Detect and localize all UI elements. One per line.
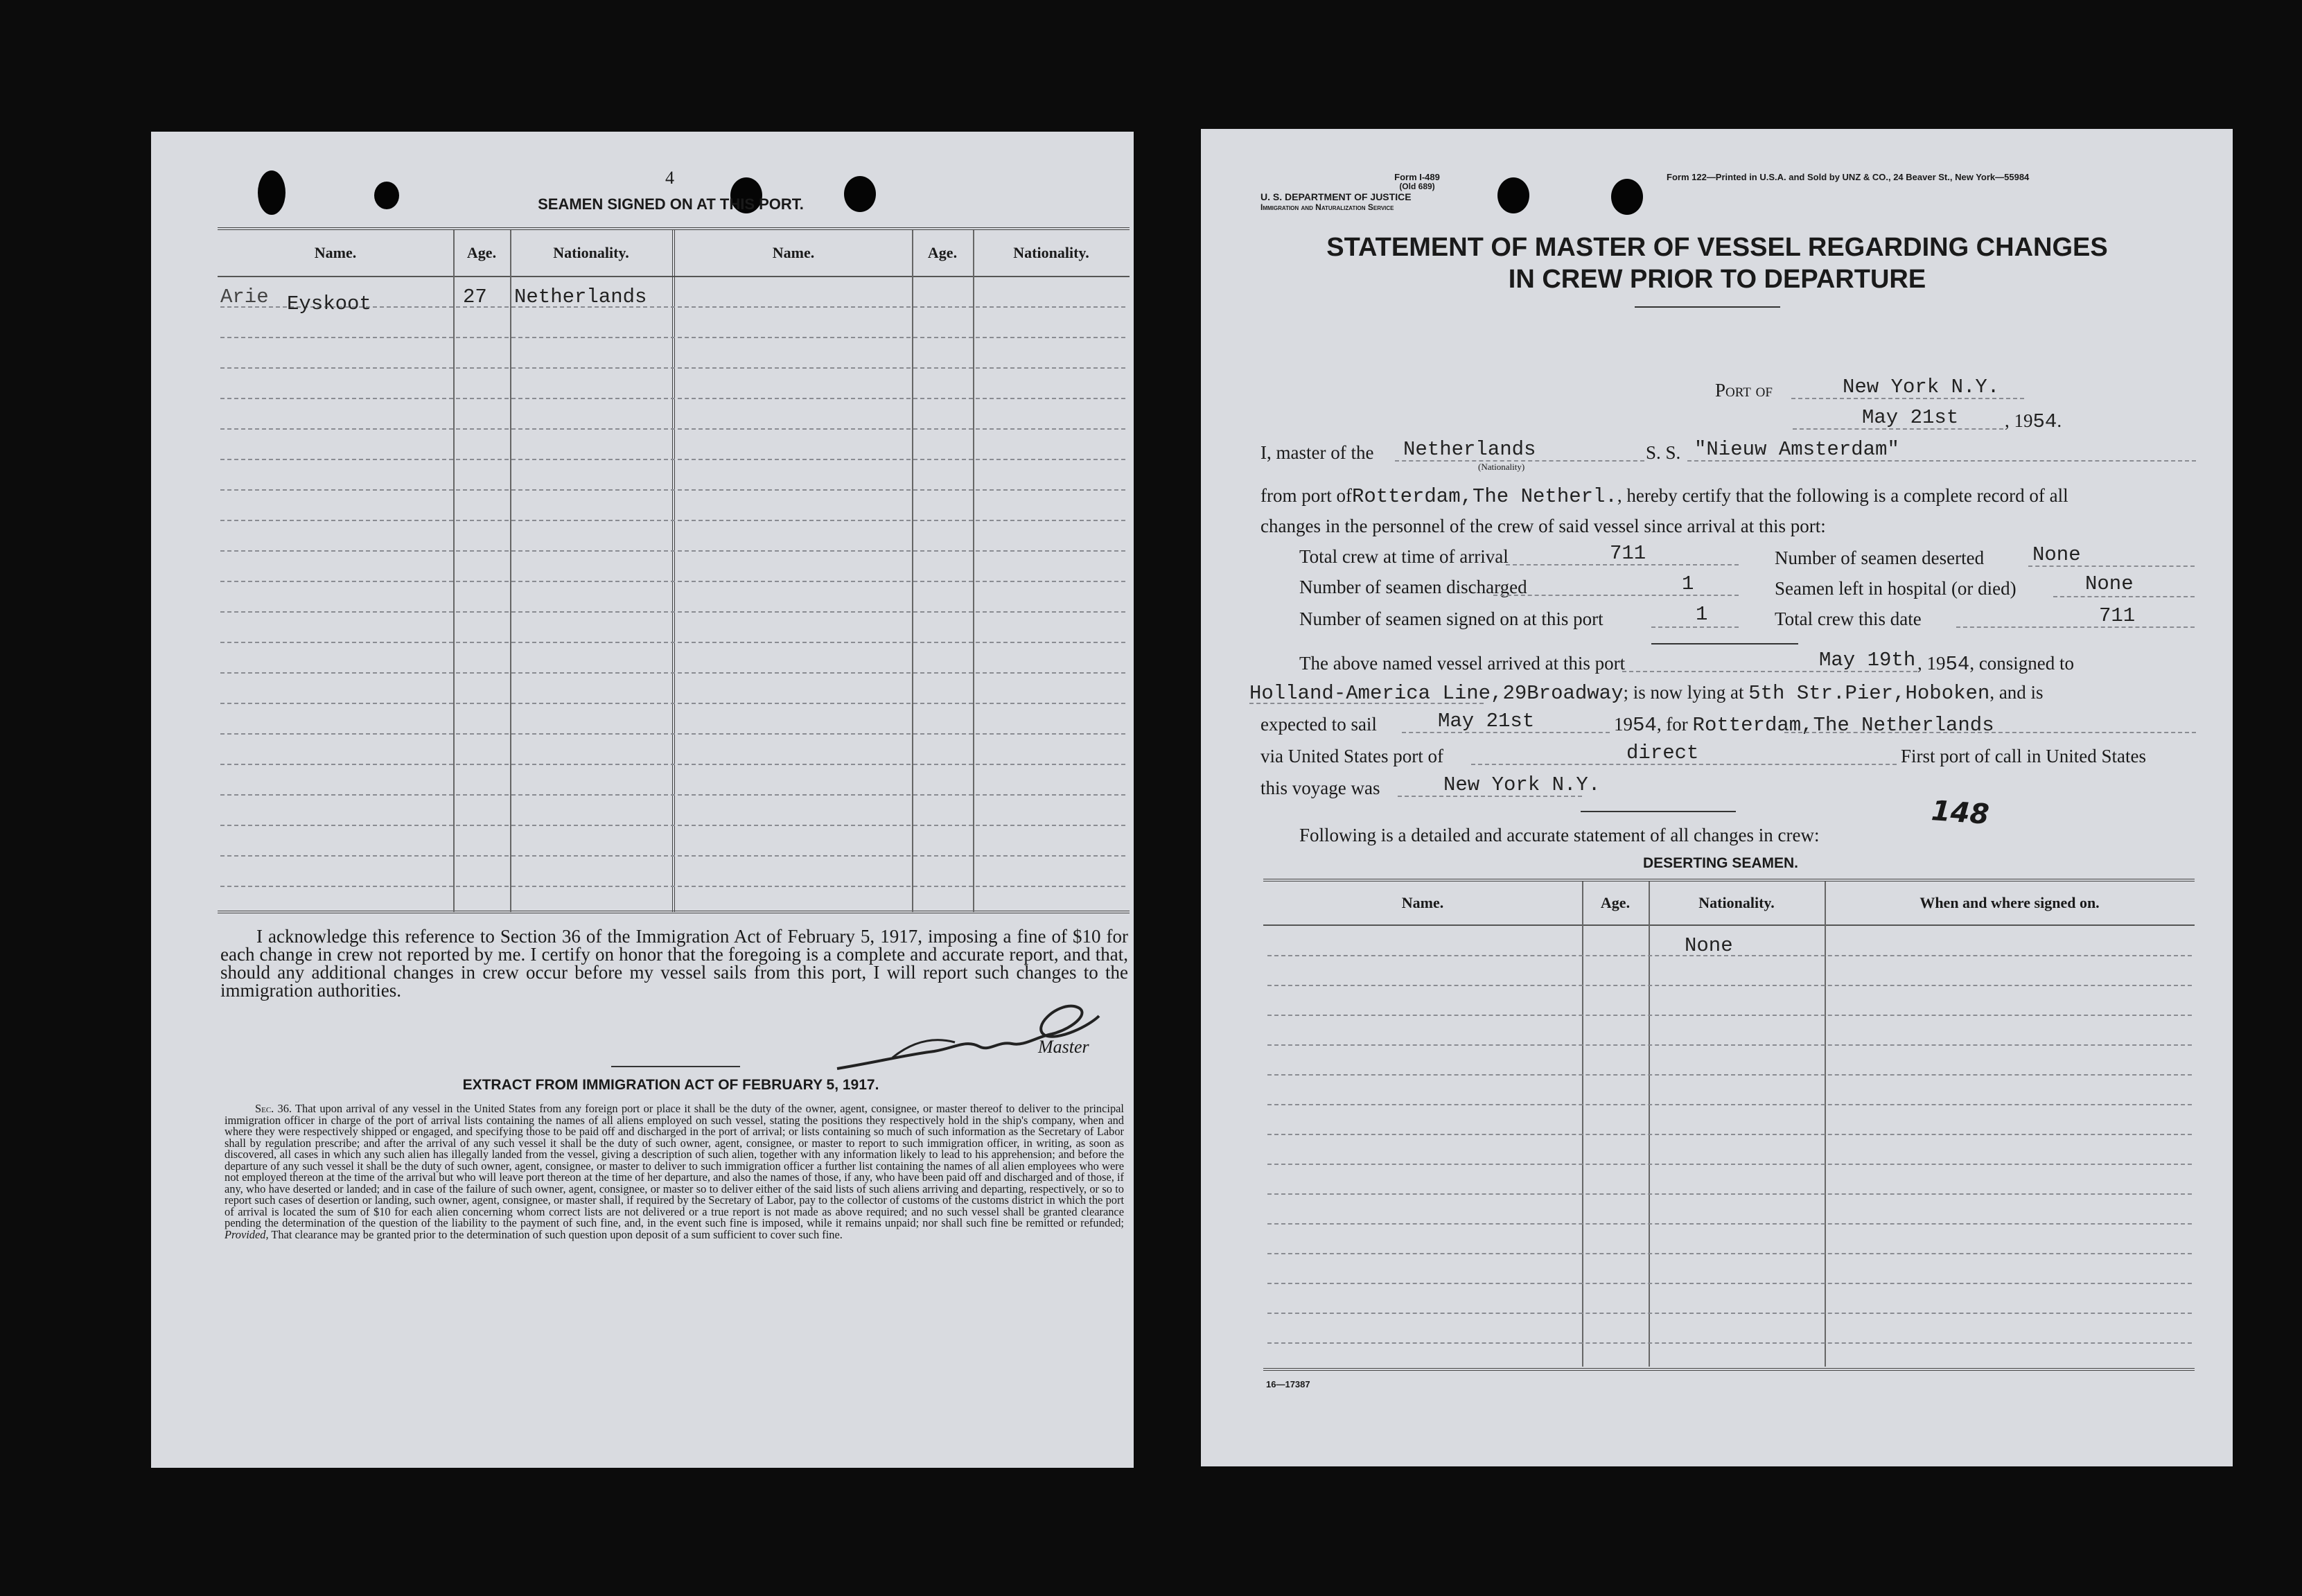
via-label: via United States port of	[1260, 746, 1443, 766]
seaman-last-name: Eyskoot	[287, 292, 371, 315]
department: U. S. DEPARTMENT OF JUSTICE	[1260, 191, 1412, 202]
nationality-caption: (Nationality)	[1478, 462, 1525, 472]
voyage-value: New York N.Y.	[1443, 773, 1601, 796]
from-port-label: from port of	[1260, 485, 1352, 506]
col-divider	[672, 230, 675, 912]
desert-header-rule	[1263, 924, 2195, 926]
desert-header-name: Name.	[1401, 894, 1444, 911]
footer-code: 16—17387	[1266, 1379, 1310, 1389]
signed-on-value: 1	[1696, 603, 1708, 626]
year-value: 54	[2032, 410, 2057, 433]
total-crew-arrival-label: Total crew at time of arrival	[1299, 546, 1509, 567]
table-row	[220, 428, 1125, 430]
right-page	[1201, 129, 2233, 1466]
consigned-label: , consigned to	[1969, 653, 2075, 674]
desert-row	[1267, 1313, 2192, 1314]
col-header-nationality-2: Nationality.	[1013, 244, 1089, 261]
hospital-fill	[2053, 596, 2195, 597]
desert-row	[1267, 985, 2192, 986]
page-number: 4	[665, 168, 674, 188]
certify-text: , hereby certify that the following is a complete record of all	[1617, 485, 2068, 506]
table-row	[220, 337, 1125, 338]
form-title-line1: STATEMENT OF MASTER OF VESSEL REGARDING CHANGES	[1326, 233, 2108, 262]
title-rule	[1635, 306, 1780, 308]
extract-text	[225, 1103, 1124, 1240]
desert-row	[1267, 1044, 2192, 1046]
desert-row	[1267, 1164, 2192, 1165]
desert-header-nationality: Nationality.	[1698, 894, 1775, 911]
table-row	[220, 886, 1125, 887]
discharged-label: Number of seamen discharged	[1299, 577, 1527, 597]
col-divider	[973, 230, 974, 912]
port-value: New York N.Y.	[1843, 376, 2000, 398]
extract-end: That clearance may be granted prior to the determination of such question upon deposit of a sum sufficient to cover such fine.	[271, 1227, 843, 1241]
col-divider	[510, 230, 511, 912]
desert-col-divider	[1649, 882, 1650, 1367]
hospital-label: Seamen left in hospital (or died)	[1775, 578, 2017, 599]
table-row	[220, 642, 1125, 643]
desert-row	[1267, 1193, 2192, 1195]
form-title-line2: IN CREW PRIOR TO DEPARTURE	[1508, 265, 1926, 294]
desert-header-when-where: When and where signed on.	[1919, 894, 2100, 911]
form-number: Form I-489	[1394, 172, 1440, 182]
expected-value: May 21st	[1438, 710, 1535, 733]
expected-year-line	[1614, 714, 1994, 737]
signed-on-fill	[1651, 626, 1739, 628]
desert-row	[1267, 1342, 2192, 1344]
arrived-year-line: , 1954, consigned to	[1917, 653, 2075, 676]
total-crew-date-value: 711	[2099, 604, 2136, 627]
desert-top-rule	[1263, 879, 2195, 882]
extract-proviso: Provided,	[225, 1227, 269, 1241]
master-prefix: I, master of the	[1260, 442, 1374, 463]
voyage-label: this voyage was	[1260, 778, 1380, 798]
form-old: (Old 689)	[1399, 182, 1435, 191]
table-row	[220, 794, 1125, 796]
acknowledgement: I acknowledge this reference to Section 36 of the Immigration Act of February 5, 1917, imposing a fine of $10 for each change in crew not reported by me. I certify on honor that the foregoing is a complete and accurate report, and that, should any additional changes in crew occur before my vessel sails from this port, I will report such changes to the immigration authorities.	[220, 926, 1128, 1001]
stats-rule	[1651, 643, 1798, 644]
desert-row	[1267, 1283, 2192, 1284]
desert-col-divider	[1582, 882, 1583, 1367]
from-port-line	[1260, 485, 2068, 508]
table-row	[220, 459, 1125, 460]
punch-hole	[1611, 179, 1643, 215]
desert-value: None	[1685, 934, 1733, 957]
following-text: Following is a detailed and accurate statement of all changes in crew:	[1299, 825, 1820, 845]
table-row	[220, 825, 1125, 826]
table-row	[220, 367, 1125, 369]
table-row	[220, 764, 1125, 765]
left-page	[151, 132, 1134, 1468]
discharged-value: 1	[1682, 572, 1694, 595]
desert-row	[1267, 1223, 2192, 1225]
desert-row	[1267, 1134, 2192, 1135]
total-crew-date-label: Total crew this date	[1775, 608, 1922, 629]
punch-hole	[1497, 177, 1529, 213]
desert-header-age: Age.	[1600, 894, 1631, 911]
expected-label: expected to sail	[1260, 714, 1377, 735]
col-header-age-2: Age.	[927, 244, 958, 261]
signed-on-label: Number of seamen signed on at this port	[1299, 608, 1604, 629]
year-prefix: 19	[2014, 410, 2033, 431]
arrived-year: 54	[1945, 653, 1970, 676]
table-row	[220, 733, 1125, 735]
extract-body: That upon arrival of any vessel in the United States from any foreign port or place it shall be the duty of the owner, agent, consignee, or master thereof to deliver to the principal immigration officer in charge of the port of arrival lists containing the names of all aliens employed on such vessel, stating the positions they respectively hold in the ship's company, when and where they were respectively shipped or engaged, and specifying those to be paid off and discharged in the port of arrival; or lists containing so much of such information as the Secretary of Labor shall by regulation prescribe; and after the arrival of any such vessel it shall be the duty of such owner, agent, consignee, or master to report to such immigration officer, in writing, as soon as discovered, all cases in which any such alien has illegally landed from the vessel, giving a description of such alien, together with any information likely to lead to his apprehension; and before the departure of any such vessel it shall be the duty of such owner, agent, consignee, or master to deliver to such immigration officer a further list containing the names of all alien employees who were not employed thereon at the time of the arrival but who will leave port thereon at the time of her departure, and also the names of those, if any, who have been paid off and discharged and of those, if any, who have deserted or landed; and in case of the failure of such owner, agent, consignee, or master so to deliver either of the said lists of such aliens arriving and departing, respectively, or so to report such cases of desertion or landing, such owner, agent, consignee, or master shall, if required by the Secretary of Labor, pay to the collector of customs of the customs district in which the port of arrival is located the sum of $10 for each alien concerning whom correct lists are not delivered or a true report is not made as above required; and no such vessel shall be granted clearance pending the determination of the question of the liability to the payment of such fine, and, in the event such fine is imposed, while it remains unpaid; nor shall such fine be remitted or refunded;	[225, 1102, 1124, 1229]
signature-label: Master	[1038, 1037, 1089, 1057]
destination-value: Rotterdam,The Netherlands	[1692, 714, 1994, 737]
col-divider	[453, 230, 455, 912]
col-divider	[912, 230, 913, 912]
desert-row	[1267, 1074, 2192, 1076]
total-crew-date-fill	[1956, 626, 2195, 628]
date-year: , 1954.	[2005, 410, 2062, 433]
consignee-fill	[1249, 703, 1484, 704]
punch-hole	[258, 170, 285, 215]
seaman-nationality: Netherlands	[514, 286, 647, 308]
consignee-value: Holland-America Line,29Broadway	[1249, 682, 1624, 705]
seaman-age: 27	[463, 286, 487, 308]
and-is: , and is	[1989, 682, 2044, 703]
table-row	[220, 489, 1125, 491]
extract-section: Sec. 36.	[255, 1102, 292, 1115]
deserting-heading: DESERTING SEAMEN.	[1642, 855, 1799, 871]
table-row	[220, 550, 1125, 552]
table-row	[220, 703, 1125, 704]
table-row	[220, 855, 1125, 857]
hospital-value: None	[2085, 572, 2134, 595]
via-value: direct	[1626, 742, 1699, 764]
desert-row	[1267, 1253, 2192, 1254]
extract-rule	[611, 1066, 740, 1067]
first-port-label: First port of call in United States	[1901, 746, 2146, 766]
ss-label: S. S.	[1646, 442, 1681, 463]
expected-year-prefix: 19	[1614, 714, 1633, 735]
left-heading: SEAMEN SIGNED ON AT THIS PORT.	[538, 195, 804, 213]
table-row	[220, 520, 1125, 521]
desert-col-divider	[1825, 882, 1826, 1367]
total-crew-arrival-value: 711	[1610, 542, 1646, 565]
for-label: , for	[1656, 714, 1688, 735]
table-row	[220, 672, 1125, 674]
nationality-value: Netherlands	[1403, 438, 1536, 461]
discharged-fill	[1493, 595, 1739, 596]
voyage-rule	[1581, 811, 1736, 812]
deserted-value: None	[2032, 543, 2081, 566]
arrived-value: May 19th	[1819, 649, 1916, 672]
extract-title: EXTRACT FROM IMMIGRATION ACT OF FEBRUARY 5, 1917.	[462, 1077, 879, 1093]
table-row	[220, 581, 1125, 582]
expected-year: 54	[1633, 714, 1657, 737]
ship-name: "Nieuw Amsterdam"	[1694, 438, 1899, 461]
col-header-nationality: Nationality.	[553, 244, 629, 261]
changes-text: changes in the personnel of the crew of said vessel since arrival at this port:	[1260, 516, 1826, 536]
arrived-year-prefix: 19	[1926, 653, 1946, 674]
port-label: Port of	[1715, 380, 1773, 401]
col-header-name: Name.	[314, 244, 357, 261]
deserted-label: Number of seamen deserted	[1775, 547, 1985, 568]
date-value: May 21st	[1862, 406, 1959, 429]
arrived-label: The above named vessel arrived at this port	[1299, 653, 1626, 674]
service: Immigration and Naturalization Service	[1260, 202, 1394, 212]
handwritten-number: 148	[1930, 795, 1991, 831]
col-header-age: Age.	[466, 244, 497, 261]
punch-hole	[374, 182, 399, 209]
table-row	[220, 611, 1125, 613]
lying-value: 5th Str.Pier,Hoboken	[1748, 682, 1990, 705]
from-port-value: Rotterdam,The Netherl.	[1351, 485, 1617, 508]
consignee-line	[1249, 682, 2044, 705]
desert-row	[1267, 1104, 2192, 1105]
col-header-name-2: Name.	[772, 244, 815, 261]
desert-row	[1267, 1015, 2192, 1016]
printer-line: Form 122—Printed in U.S.A. and Sold by UNZ & CO., 24 Beaver St., New York—55984	[1667, 172, 2030, 182]
destination-fill	[1784, 732, 2196, 733]
lying-label: ; is now lying at	[1623, 682, 1744, 703]
table-row	[220, 398, 1125, 399]
seaman-first-name: Arie	[220, 286, 269, 308]
desert-bottom-rule	[1263, 1368, 2195, 1371]
